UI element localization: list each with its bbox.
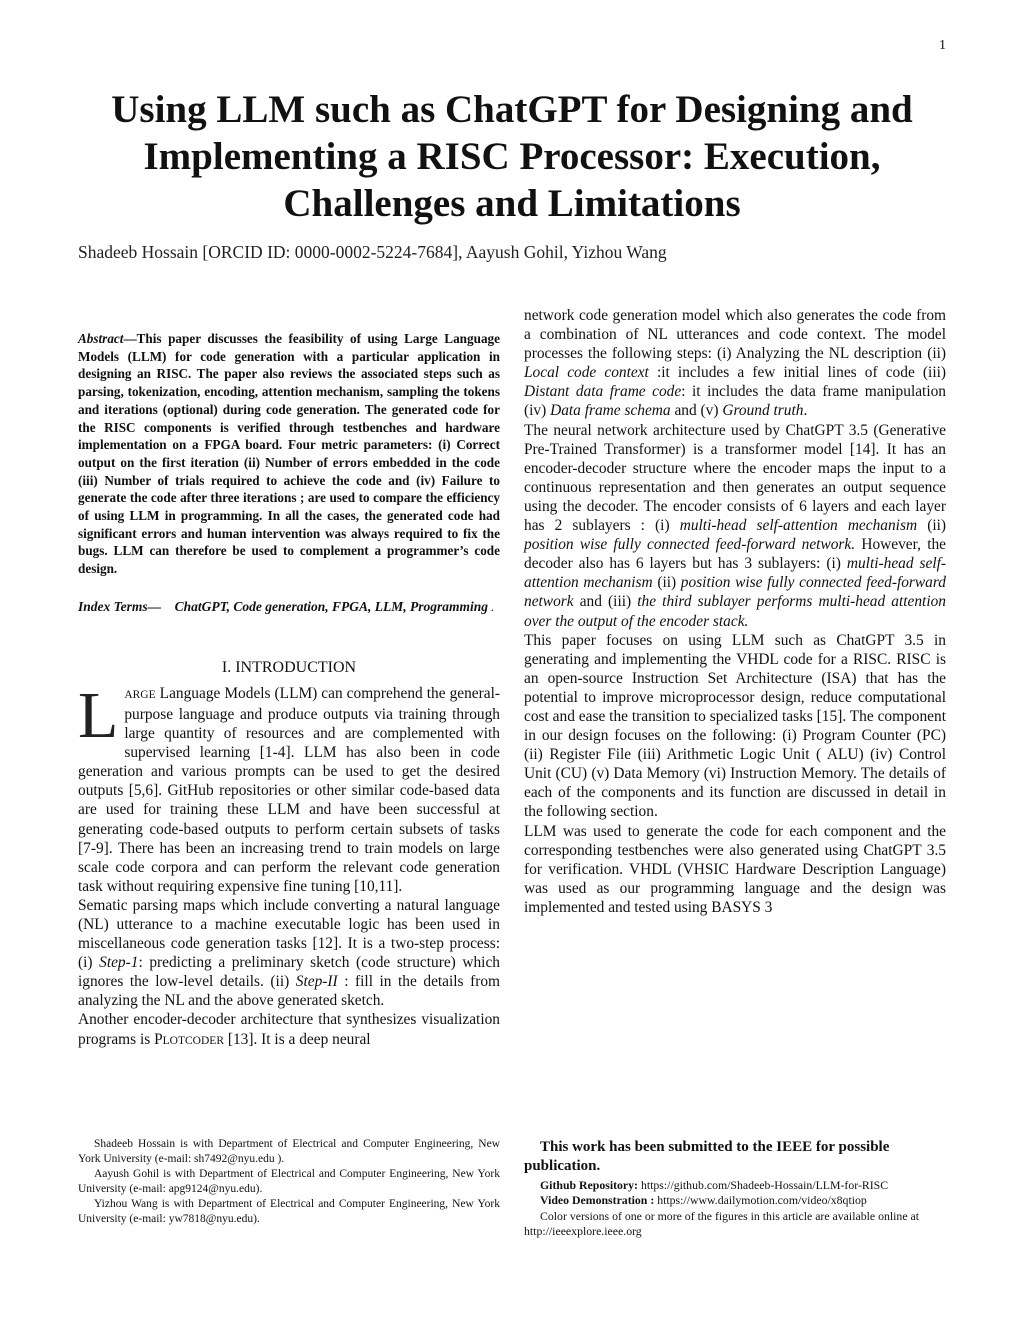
page-number: 1 bbox=[939, 38, 946, 53]
video-link[interactable]: https://www.dailymotion.com/video/x8qtiop bbox=[657, 1193, 867, 1208]
index-terms-text: ChatGPT, Code generation, FPGA, LLM, Programming bbox=[174, 598, 489, 614]
right-column bbox=[524, 306, 946, 917]
index-terms-mark: . bbox=[491, 602, 494, 613]
github-link[interactable]: https://github.com/Shadeeb-Hossain/LLM-for-RISC bbox=[640, 1178, 889, 1192]
abstract-dash: — bbox=[123, 331, 137, 346]
paper-title: Using LLM such as ChatGPT for Designing and Implementing a RISC Processor: Execution, Challenges and Limitations bbox=[111, 88, 913, 225]
author-affiliation-footnotes bbox=[78, 1137, 500, 1228]
abstract bbox=[78, 330, 500, 578]
intro-paragraph-1: LARGE Language Models (LLM) can comprehend the general-purpose language and produce outputs via training through large quantity of resources and are complemented with supervised learning [1-4]. LLM has also been in code generation and various prompts can be used to get the desired outputs [5,6]. GitHub repositories or other similar code-based data are used for training these LLM and have been successful at generating code-based outputs to perform certain subsets of tasks [7-9]. There has been an increasing trend to train models on large scale code corpora and can perform the relevant code generation task without requiring expensive fine tuning [10,11]. bbox=[78, 678, 500, 895]
drop-cap: L bbox=[78, 678, 119, 752]
video-label: Video Demonstration : bbox=[540, 1193, 655, 1208]
footnote-author-3: Yizhou Wang is with Department of Electrical and Computer Engineering, New York University (e-mail: yw7818@nyu.edu). bbox=[78, 1198, 500, 1226]
index-terms-label: Index Terms— bbox=[78, 598, 162, 614]
right-paragraph-1: network code generation model which also generates the code from a combination of NL utterances and code context. The model processes the following steps: (i) Analyzing the NL description (ii) Local code context :it includes a few initial lines of code (iii) Distant data frame code: it includes the data frame manipulation (iv) Data frame schema and (v) Ground truth. bbox=[524, 307, 946, 420]
intro-paragraph-3: Another encoder-decoder architecture that synthesizes visualization programs is PLOTCODER [13]. It is a deep neural bbox=[78, 1011, 500, 1048]
intro-paragraph-2: Sematic parsing maps which include converting a natural language (NL) utterance to a machine executable logic has been used in miscellaneous code generation tasks [12]. It is a two-step process: (i) Step-1: predicting a preliminary sketch (code structure) which ignores the low-level details. (ii) Step-II : fill in the details from analyzing the NL and the above generated sketch. bbox=[78, 896, 501, 1010]
left-column bbox=[78, 330, 500, 1051]
section-heading-introduction: I. INTRODUCTION bbox=[221, 658, 357, 676]
color-version-note: Color versions of one or more of the figures in this article are available online at http://ieeexplore.ieee.org bbox=[524, 1208, 920, 1239]
video-line bbox=[524, 1193, 946, 1208]
submission-note: This work has been submitted to the IEEE for possible publication. bbox=[524, 1139, 890, 1174]
right-paragraph-2: The neural network architecture used by ChatGPT 3.5 (Generative Pre-Trained Transformer) is a transformer model [14]. It has an encoder-decoder structure where the encoder maps the input to a continuous representation and then generates an output sequence using the decoder. The encoder consists of 6 layers and each layer has 2 sublayers : (i) multi-head self-attention mechanism (ii) position wise fully connected feed-forward network. However, the decoder also has 6 layers but has 3 sublayers: (i) multi-head self-attention mechanism (ii) position wise fully connected feed-forward network and (iii) the third sublayer performs multi-head attention over the output of the encoder stack. bbox=[524, 421, 947, 630]
abstract-label: Abstract bbox=[78, 331, 124, 346]
right-paragraph-4: LLM was used to generate the code for each component and the corresponding testbenches were also generated using ChatGPT 3.5 for verification. VHDL (VHSIC Hardware Description Language) was used as our programming language and the design was implemented and tested using BASYS 3 bbox=[524, 822, 946, 916]
introduction-body bbox=[78, 678, 501, 1051]
right-paragraph-3: This paper focuses on using LLM such as ChatGPT 3.5 in generating and implementing the VHDL code for a RISC. RISC is an open-source Instruction Set Architecture (ISA) that has the potential to improve microprocessor design, reduce computational cost and ease the transition to specialized tasks [15]. The component in our design focuses on the following: (i) Program Counter (PC) (ii) Register File (iii) Arithmetic Logic Unit ( ALU) (iv) Control Unit (CU) (v) Data Memory (vi) Instruction Memory. The details of each of the components and its function are discussed in detail in the following section. bbox=[524, 631, 946, 821]
github-label: Github Repository: bbox=[540, 1178, 638, 1192]
publication-footnotes bbox=[524, 1138, 946, 1240]
index-terms bbox=[78, 597, 500, 618]
footnote-author-2: Aayush Gohil is with Department of Electrical and Computer Engineering, New York University (e-mail: apg9124@nyu.edu). bbox=[78, 1168, 500, 1196]
github-line bbox=[524, 1178, 946, 1193]
abstract-text: This paper discusses the feasibility of using Large Language Models (LLM) for code generation with a particular application in designing an RISC. The paper also reviews the associated steps such as parsing, tokenization, encoding, attention mechanism, sampling the tokens and iterations (optional) during code generation. The generated code for the RISC components is verified through testbenches and hardware implementation on a FPGA board. Four metric parameters: (i) Correct output on the first iteration (ii) Number of errors embedded in the code (iii) Number of trials required to achieve the code and (iv) Failure to generate the code after three iterations ; are used to compare the efficiency of using LLM in programming. In all the cases, the generated code had significant errors and human intervention was always required to fix the bugs. LLM can therefore be used to complement a programmer’s code design. bbox=[78, 331, 500, 577]
author-list: Shadeeb Hossain [ORCID ID: 0000-0002-5224-7684], Aayush Gohil, Yizhou Wang bbox=[78, 242, 667, 262]
small-caps-word: ARGE bbox=[124, 688, 156, 701]
footnote-author-1: Shadeeb Hossain is with Department of Electrical and Computer Engineering, New York University (e-mail: sh7492@nyu.edu ). bbox=[78, 1138, 500, 1166]
